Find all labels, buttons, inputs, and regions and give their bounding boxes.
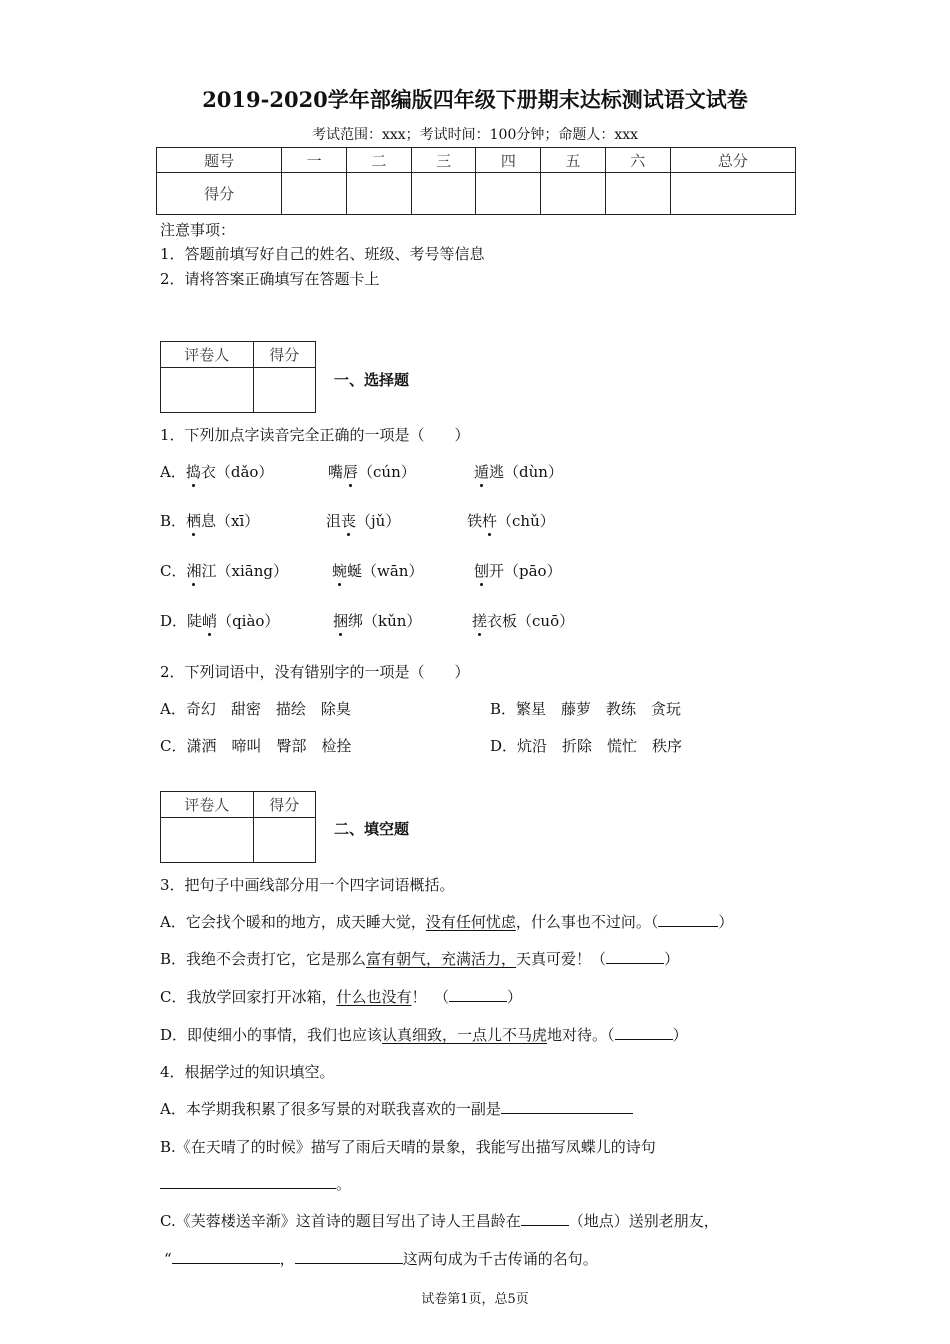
answer-blank[interactable] [295, 1249, 403, 1264]
q3-item-a [160, 911, 733, 932]
score-input-cell[interactable] [670, 173, 795, 215]
score-input-cell[interactable] [541, 173, 606, 215]
dotted-char: 杵 [482, 512, 498, 530]
sentence-text: B．我绝不会责打它，它是那么 [160, 950, 367, 968]
option-text: （qiào） [217, 612, 280, 630]
option-c [160, 560, 288, 581]
option-label: D． [160, 612, 188, 630]
option-a-item [474, 461, 563, 482]
sentence-text: 天真可爱！（ [516, 950, 607, 968]
grader-score-label: 得分 [253, 792, 315, 818]
score-header-cell: 四 [476, 148, 541, 173]
option-text: 息（xī） [201, 512, 260, 530]
dotted-char: 遁 [474, 463, 490, 481]
note-item: 1．答题前填写好自己的姓名、班级、考号等信息 [160, 245, 485, 263]
q4-item-b: B.《在天晴了的时候》描写了雨后天晴的景象，我能写出描写凤蝶儿的诗句 [160, 1138, 656, 1156]
option-text: （jǔ） [356, 512, 401, 530]
page-footer: 试卷第1页，总5页 [421, 1292, 529, 1307]
sentence-text: ） [507, 988, 523, 1006]
dotted-char: 湘 [186, 562, 202, 580]
option-d [490, 735, 682, 756]
question-stem: 4．根据学过的知识填空。 [160, 1063, 335, 1081]
sentence-text: ，什么事也不过问。（ [515, 913, 659, 931]
option-b [160, 510, 259, 531]
score-header-cell: 题号 [157, 148, 282, 173]
option-text: 开（pāo） [489, 562, 562, 580]
sentence-text: C．我放学回家打开冰箱， [160, 988, 337, 1006]
grader-reviewer-cell[interactable] [161, 818, 254, 863]
q3-item-b [160, 948, 679, 969]
answer-blank[interactable] [521, 1211, 569, 1226]
score-row-label: 得分 [157, 173, 282, 215]
sentence-text: C.《芙蓉楼送辛渐》这首诗的题目写出了诗人王昌龄在 [160, 1212, 521, 1230]
option-label: D． [490, 737, 518, 755]
question-stem: 3．把句子中画线部分用一个四字词语概括。 [160, 876, 455, 894]
option-text: 沮 [326, 512, 342, 530]
dotted-char: 唇 [343, 463, 359, 481]
option-b-item [326, 510, 400, 531]
option-c-item [332, 560, 423, 581]
grader-score-label: 得分 [253, 342, 315, 368]
score-header-cell: 总分 [670, 148, 795, 173]
sentence-text: ） [672, 1026, 688, 1044]
answer-blank[interactable] [501, 1099, 633, 1114]
grader-reviewer-cell[interactable] [161, 368, 254, 413]
score-header-cell: 一 [282, 148, 347, 173]
grader-score-cell[interactable] [253, 818, 315, 863]
sentence-text: ） [664, 950, 680, 968]
option-text: 炕沿 折除 慌忙 秩序 [517, 737, 683, 755]
option-text: 衣（dǎo） [200, 463, 274, 481]
option-text: （chǔ） [497, 512, 555, 530]
score-input-cell[interactable] [605, 173, 670, 215]
q4-item-b-continued [160, 1173, 351, 1194]
option-a [160, 698, 351, 719]
exam-info: 考试范围：xxx；考试时间：100分钟；命题人：xxx [311, 127, 639, 143]
option-b [490, 698, 681, 719]
sentence-text: 地对待。（ [547, 1026, 615, 1044]
option-text: 陡 [187, 612, 203, 630]
notes-heading: 注意事项： [160, 221, 236, 239]
dotted-char: 搓 [472, 612, 488, 630]
page-title: 2019-2020学年部编版四年级下册期末达标测试语文试卷 [202, 87, 748, 112]
option-label: A． [160, 463, 186, 481]
option-text: 奇幻 甜密 描绘 除臭 [185, 700, 351, 718]
q3-item-c [160, 986, 522, 1007]
question-stem: 2．下列词语中，没有错别字的一项是（ ） [160, 663, 470, 681]
answer-blank[interactable] [658, 912, 718, 927]
option-text: 铁 [467, 512, 483, 530]
score-input-cell[interactable] [411, 173, 476, 215]
note-item: 2．请将答案正确填写在答题卡上 [160, 270, 380, 288]
sentence-text: （地点）送别老朋友， [568, 1212, 719, 1230]
grader-reviewer-label: 评卷人 [161, 342, 254, 368]
open-quote: “ [164, 1250, 172, 1268]
answer-blank[interactable] [449, 987, 507, 1002]
grader-reviewer-label: 评卷人 [161, 792, 254, 818]
option-label: B． [160, 512, 187, 530]
section-heading: 一、选择题 [334, 371, 410, 389]
separator: ， [279, 1250, 295, 1268]
option-text: 嘴 [328, 463, 344, 481]
q4-item-a [160, 1098, 633, 1119]
q4-item-c [160, 1210, 719, 1231]
score-table [156, 147, 796, 215]
sentence-text: A．它会找个暖和的地方，成天睡大觉， [160, 913, 426, 931]
option-d-item [333, 610, 421, 631]
option-d-item [472, 610, 574, 631]
sentence-text: 。 [336, 1175, 352, 1193]
answer-blank[interactable] [606, 949, 664, 964]
option-a [160, 461, 273, 482]
score-input-cell[interactable] [347, 173, 412, 215]
dotted-char: 峭 [202, 612, 218, 630]
answer-blank[interactable] [172, 1249, 280, 1264]
underlined-phrase: 没有任何忧虑 [425, 913, 516, 931]
dotted-char: 捆 [333, 612, 349, 630]
grader-box [160, 341, 316, 413]
option-label: B． [490, 700, 517, 718]
underlined-phrase: 什么也没有 [336, 988, 412, 1006]
option-text: 繁星 藤萝 教练 贪玩 [516, 700, 682, 718]
score-header-cell: 三 [411, 148, 476, 173]
sentence-text: A．本学期我积累了很多写景的对联我喜欢的一副是 [160, 1100, 501, 1118]
option-text: （cún） [358, 463, 416, 481]
dotted-char: 刨 [474, 562, 490, 580]
option-label: C． [160, 562, 187, 580]
option-a-item [328, 461, 416, 482]
option-text: 江（xiāng） [201, 562, 288, 580]
dotted-char: 捣 [185, 463, 201, 481]
option-label: C． [160, 737, 187, 755]
score-input-cell[interactable] [282, 173, 347, 215]
dotted-char: 丧 [341, 512, 357, 530]
option-c-item [474, 560, 562, 581]
dotted-char: 蜿 [332, 562, 348, 580]
option-text: 蜒（wān） [347, 562, 424, 580]
option-b-item [467, 510, 555, 531]
score-header-cell: 五 [541, 148, 606, 173]
answer-blank[interactable] [160, 1174, 336, 1189]
option-c [160, 735, 352, 756]
sentence-text: 这两句成为千古传诵的名句。 [402, 1250, 598, 1268]
grader-score-cell[interactable] [253, 368, 315, 413]
dotted-char: 栖 [186, 512, 202, 530]
underlined-phrase: 富有朝气，充满活力， [366, 950, 517, 968]
section-heading: 二、填空题 [334, 820, 410, 838]
sentence-text: D．即使细小的事情，我们也应该 [160, 1026, 383, 1044]
score-header-cell: 二 [347, 148, 412, 173]
answer-blank[interactable] [615, 1025, 673, 1040]
sentence-text: ） [718, 913, 734, 931]
q3-item-d [160, 1024, 688, 1045]
grader-box [160, 791, 316, 863]
option-text: 逃（dùn） [489, 463, 563, 481]
score-header-cell: 六 [605, 148, 670, 173]
q4-item-c-continued [164, 1248, 598, 1269]
option-text: 绑（kǔn） [348, 612, 422, 630]
option-label: A． [160, 700, 186, 718]
option-text: 衣板（cuō） [487, 612, 575, 630]
sentence-text: ！ （ [411, 988, 450, 1006]
score-input-cell[interactable] [476, 173, 541, 215]
option-text: 潇洒 啼叫 臀部 检拴 [186, 737, 352, 755]
question-stem: 1．下列加点字读音完全正确的一项是（ ） [160, 426, 470, 444]
option-d [160, 610, 279, 631]
underlined-phrase: 认真细致，一点儿不马虎 [382, 1026, 548, 1044]
